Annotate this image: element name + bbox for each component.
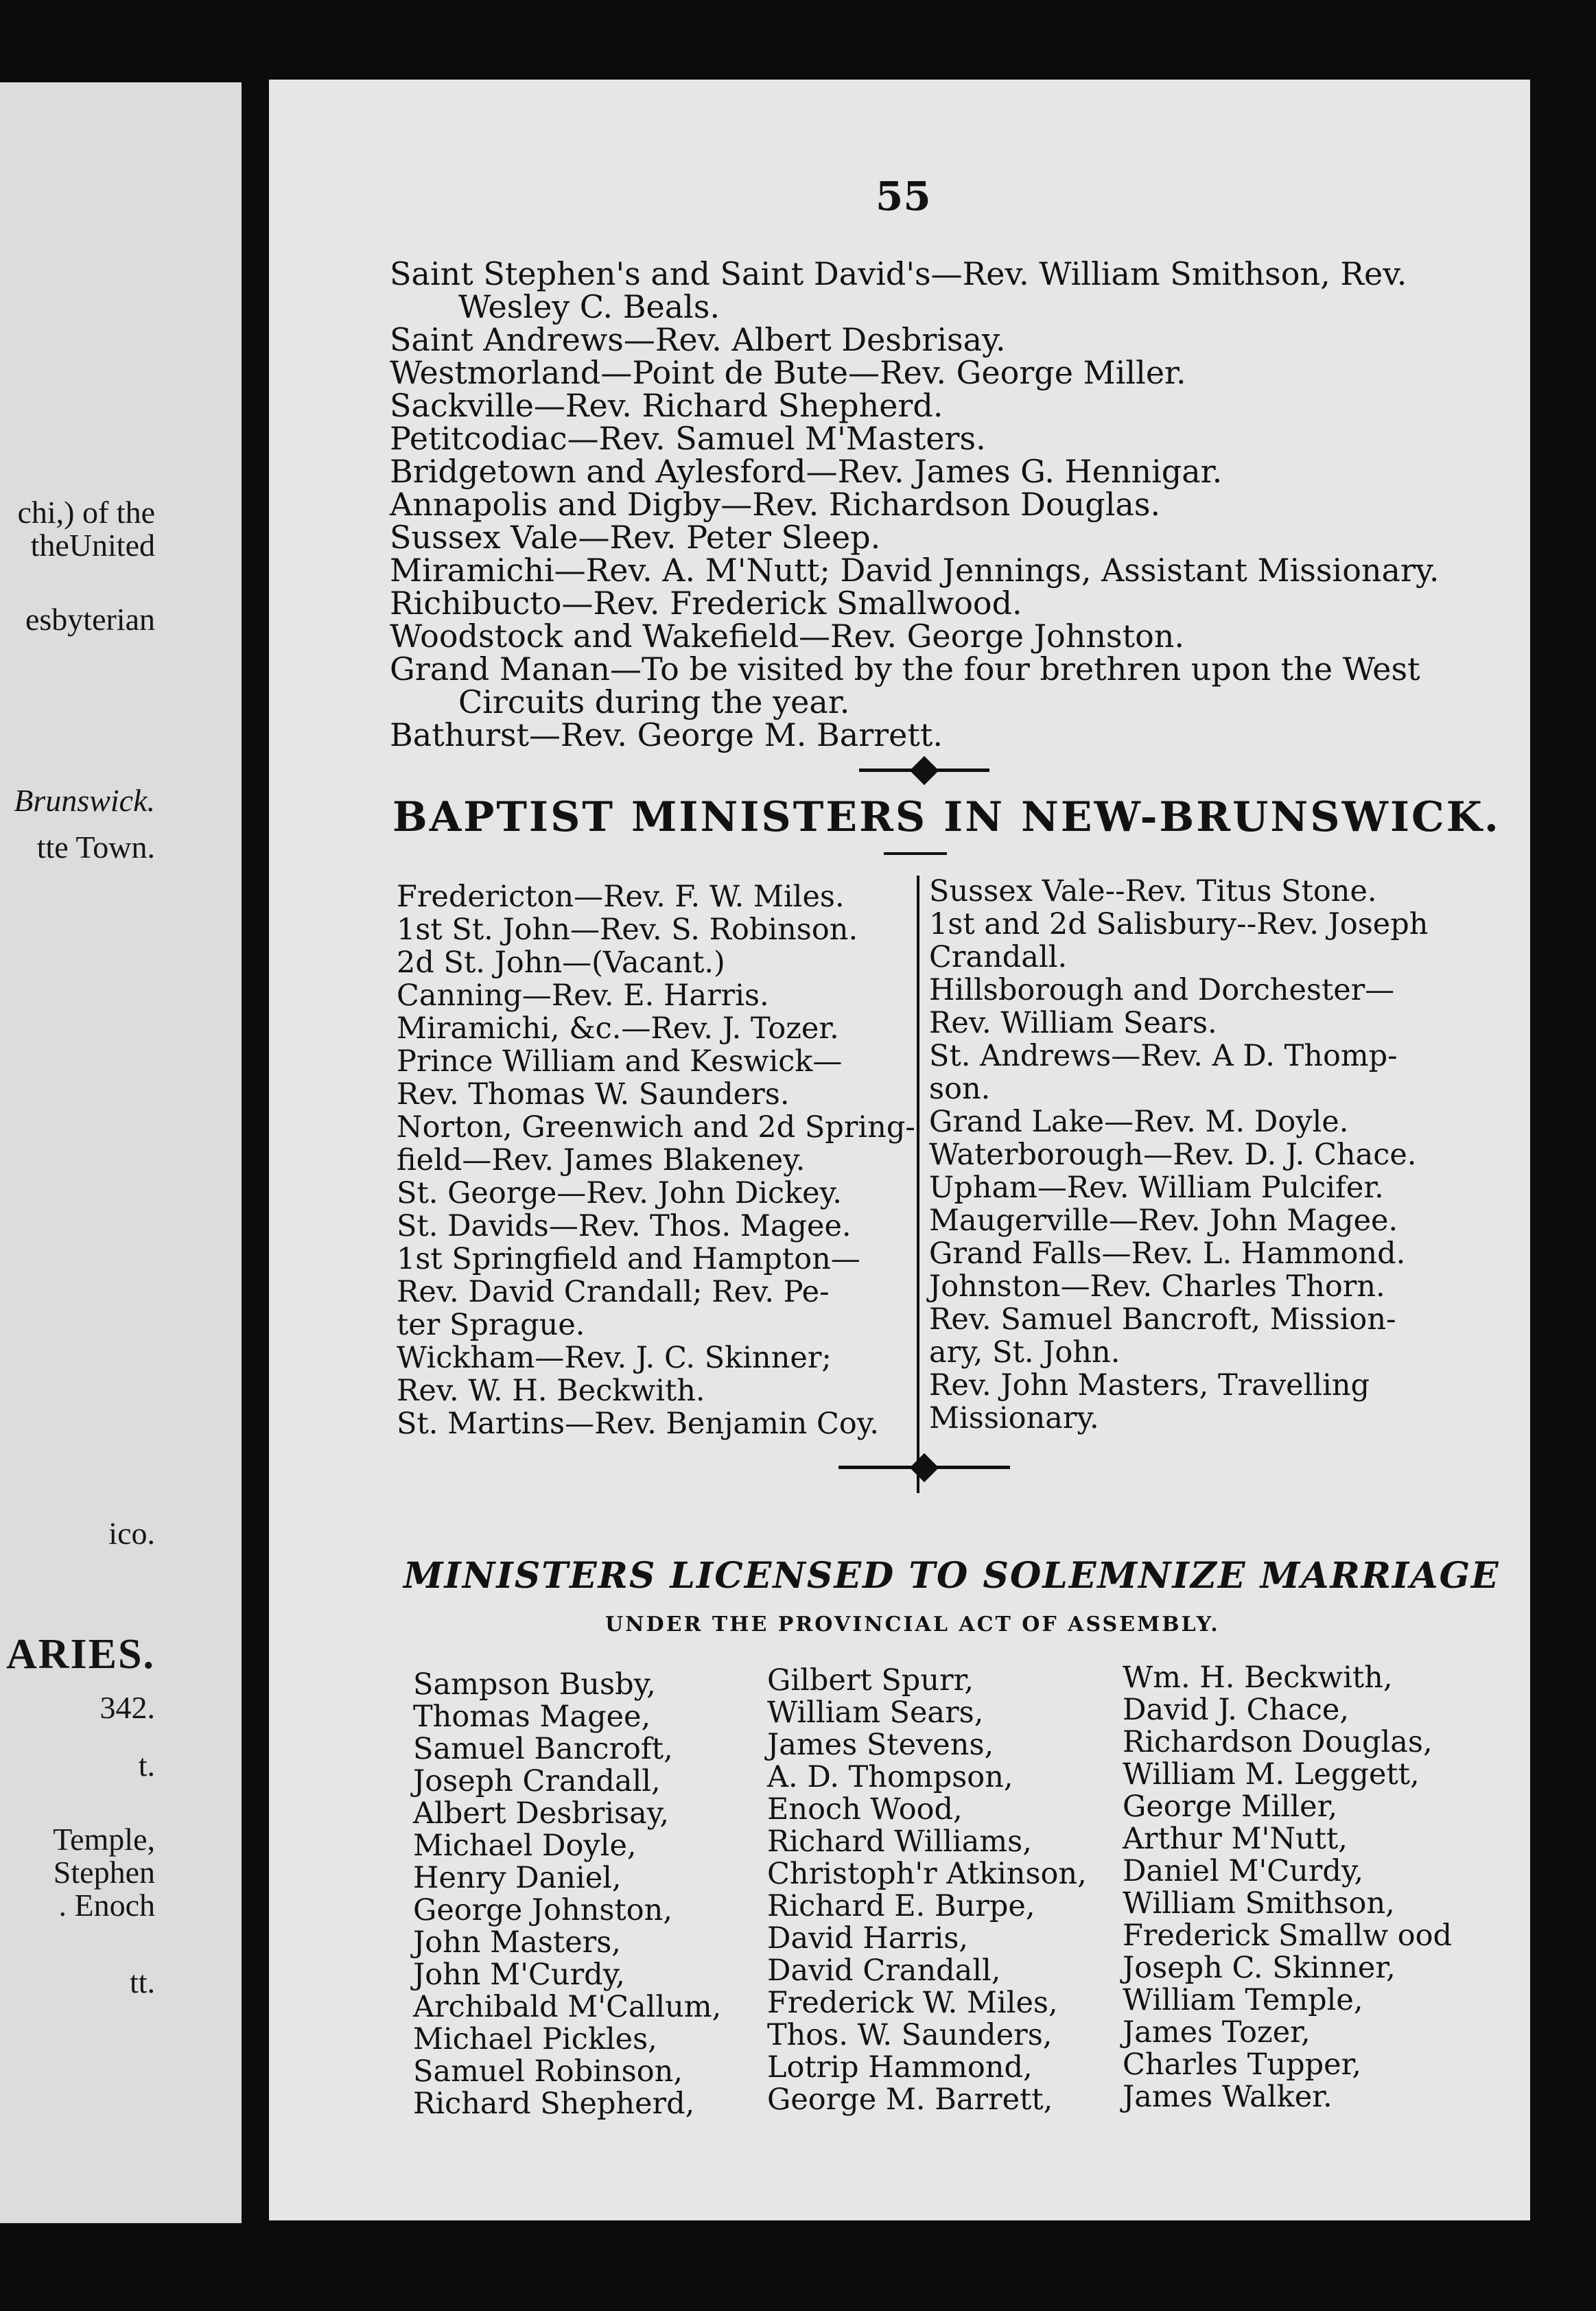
- marriage-name: Sampson Busby,: [413, 1667, 656, 1702]
- marriage-name: Arthur M'Nutt,: [1123, 1822, 1348, 1856]
- baptist-entry: Rev. Thomas W. Saunders.: [397, 1077, 790, 1112]
- marriage-name: James Stevens,: [767, 1728, 994, 1762]
- marriage-name: Gilbert Spurr,: [767, 1663, 974, 1698]
- baptist-entry: Canning—Rev. E. Harris.: [397, 978, 769, 1013]
- baptist-entry: ary, St. John.: [929, 1335, 1120, 1370]
- baptist-entry: St. Davids—Rev. Thos. Magee.: [397, 1209, 852, 1243]
- marriage-heading: MINISTERS LICENSED TO SOLEMNIZE MARRIAGE: [403, 1555, 1500, 1597]
- station-line: Sackville—Rev. Richard Shepherd.: [390, 387, 943, 424]
- marriage-name: David Harris,: [767, 1921, 969, 1956]
- marriage-subheading: UNDER THE PROVINCIAL ACT OF ASSEMBLY.: [605, 1612, 1220, 1637]
- marriage-name: Michael Pickles,: [413, 2022, 657, 2056]
- marriage-name: Frederick Smallw ood: [1123, 1919, 1453, 1953]
- baptist-entry: son.: [929, 1072, 991, 1106]
- marriage-name: George M. Barrett,: [767, 2083, 1053, 2117]
- marriage-name: William Smithson,: [1123, 1886, 1395, 1921]
- marriage-name: Richardson Douglas,: [1123, 1725, 1433, 1759]
- baptist-entry: Rev. David Crandall; Rev. Pe-: [397, 1275, 830, 1309]
- ornament-diamond: [910, 1453, 939, 1482]
- marriage-name: George Johnston,: [413, 1893, 672, 1927]
- baptist-entry: St. George—Rev. John Dickey.: [397, 1176, 842, 1210]
- ornament-diamond: [910, 756, 939, 785]
- page-number: 55: [876, 173, 931, 220]
- baptist-entry: 1st Springfield and Hampton—: [397, 1242, 860, 1276]
- marriage-name: Albert Desbrisay,: [413, 1796, 670, 1831]
- marriage-name: Frederick W. Miles,: [767, 1986, 1058, 2020]
- baptist-entry: Rev. William Sears.: [929, 1006, 1217, 1040]
- marriage-name: George Miller,: [1123, 1790, 1338, 1824]
- baptist-entry: Missionary.: [929, 1401, 1099, 1435]
- station-line: Woodstock and Wakefield—Rev. George Johnston.: [390, 618, 1185, 655]
- baptist-entry: Prince William and Keswick—: [397, 1044, 843, 1079]
- baptist-entry: Grand Lake—Rev. M. Doyle.: [929, 1105, 1349, 1139]
- left-fragment: tt.: [129, 1964, 155, 1999]
- marriage-name: Joseph Crandall,: [413, 1764, 661, 1798]
- baptist-entry: Maugerville—Rev. John Magee.: [929, 1204, 1398, 1238]
- left-fragment: Stephen: [53, 1855, 155, 1890]
- station-line: Sussex Vale—Rev. Peter Sleep.: [390, 519, 881, 556]
- station-line: Miramichi—Rev. A. M'Nutt; David Jennings, Assistant Missionary.: [390, 552, 1440, 589]
- marriage-name: James Tozer,: [1123, 2015, 1311, 2050]
- marriage-name: David J. Chace,: [1123, 1693, 1350, 1727]
- marriage-name: William Temple,: [1123, 1983, 1363, 2017]
- left-fragment: theUnited: [30, 528, 155, 563]
- marriage-name: A. D. Thompson,: [767, 1760, 1013, 1794]
- marriage-name: Daniel M'Curdy,: [1123, 1854, 1364, 1888]
- baptist-entry: field—Rev. James Blakeney.: [397, 1143, 806, 1177]
- marriage-name: William Sears,: [767, 1696, 984, 1730]
- marriage-name: Charles Tupper,: [1123, 2048, 1362, 2082]
- baptist-entry: Hillsborough and Dorchester—: [929, 973, 1395, 1007]
- station-line-cont: Circuits during the year.: [458, 683, 850, 720]
- left-fragment: Brunswick.: [14, 783, 155, 818]
- baptist-entry: St. Andrews—Rev. A D. Thomp-: [929, 1039, 1398, 1073]
- main-page: [269, 80, 1530, 2220]
- station-line: Annapolis and Digby—Rev. Richardson Douglas.: [390, 486, 1161, 523]
- baptist-entry: Upham—Rev. William Pulcifer.: [929, 1171, 1384, 1205]
- left-fragment: chi,) of the: [17, 495, 155, 530]
- station-line: Westmorland—Point de Bute—Rev. George Miller.: [390, 354, 1186, 391]
- baptist-entry: St. Martins—Rev. Benjamin Coy.: [397, 1407, 880, 1441]
- marriage-name: Samuel Bancroft,: [413, 1732, 673, 1766]
- marriage-name: Wm. H. Beckwith,: [1123, 1661, 1393, 1695]
- baptist-entry: Rev. W. H. Beckwith.: [397, 1374, 705, 1408]
- baptist-entry: Norton, Greenwich and 2d Spring-: [397, 1110, 915, 1145]
- station-line: Bridgetown and Aylesford—Rev. James G. Hennigar.: [390, 453, 1223, 490]
- left-fragment: 342.: [99, 1690, 155, 1725]
- station-line: Petitcodiac—Rev. Samuel M'Masters.: [390, 420, 986, 457]
- left-fragment: . Enoch: [58, 1888, 155, 1923]
- left-fragment: esbyterian: [25, 602, 155, 637]
- left-fragment: t.: [138, 1748, 155, 1783]
- baptist-entry: 1st and 2d Salisbury--Rev. Joseph: [929, 907, 1429, 941]
- column-divider: [917, 876, 919, 1493]
- baptist-entry: Rev. John Masters, Travelling: [929, 1368, 1370, 1403]
- marriage-name: Thomas Magee,: [413, 1700, 651, 1734]
- station-line: Grand Manan—To be visited by the four brethren upon the West: [390, 650, 1420, 688]
- baptist-entry: Rev. Samuel Bancroft, Mission-: [929, 1302, 1396, 1337]
- marriage-name: Thos. W. Saunders,: [767, 2018, 1053, 2052]
- baptist-entry: Sussex Vale--Rev. Titus Stone.: [929, 874, 1377, 908]
- baptist-entry: Grand Falls—Rev. L. Hammond.: [929, 1236, 1406, 1271]
- left-facing-page: [0, 82, 242, 2223]
- station-line: Richibucto—Rev. Frederick Smallwood.: [390, 585, 1022, 622]
- marriage-name: Joseph C. Skinner,: [1123, 1951, 1396, 1985]
- marriage-name: Richard Williams,: [767, 1825, 1032, 1859]
- station-line: Saint Andrews—Rev. Albert Desbrisay.: [390, 321, 1006, 358]
- marriage-name: William M. Leggett,: [1123, 1757, 1420, 1792]
- marriage-name: John Masters,: [413, 1925, 621, 1960]
- baptist-entry: 1st St. John—Rev. S. Robinson.: [397, 913, 858, 947]
- baptist-entry: Waterborough—Rev. D. J. Chace.: [929, 1138, 1417, 1172]
- marriage-name: John M'Curdy,: [413, 1958, 625, 1992]
- baptist-entry: 2d St. John—(Vacant.): [397, 946, 725, 980]
- left-fragment: ARIES.: [5, 1631, 155, 1678]
- station-line-cont: Wesley C. Beals.: [458, 288, 720, 325]
- marriage-name: Lotrip Hammond,: [767, 2050, 1033, 2085]
- station-line: Bathurst—Rev. George M. Barrett.: [390, 716, 943, 753]
- marriage-name: Archibald M'Callum,: [413, 1990, 722, 2024]
- marriage-name: James Walker.: [1123, 2080, 1333, 2114]
- marriage-name: Richard E. Burpe,: [767, 1889, 1035, 1923]
- left-fragment: Temple,: [53, 1822, 155, 1857]
- baptist-heading: BAPTIST MINISTERS IN NEW-BRUNSWICK.: [392, 793, 1501, 841]
- marriage-name: Samuel Robinson,: [413, 2054, 683, 2089]
- marriage-name: Michael Doyle,: [413, 1829, 637, 1863]
- marriage-name: David Crandall,: [767, 1954, 1001, 1988]
- station-line: Saint Stephen's and Saint David's—Rev. William Smithson, Rev.: [390, 255, 1407, 292]
- baptist-entry: Wickham—Rev. J. C. Skinner;: [397, 1341, 832, 1375]
- marriage-name: Enoch Wood,: [767, 1792, 963, 1827]
- baptist-entry: Miramichi, &c.—Rev. J. Tozer.: [397, 1011, 839, 1046]
- marriage-name: Richard Shepherd,: [413, 2087, 695, 2121]
- marriage-name: Henry Daniel,: [413, 1861, 622, 1895]
- baptist-entry: Fredericton—Rev. F. W. Miles.: [397, 880, 845, 914]
- marriage-name: Christoph'r Atkinson,: [767, 1857, 1087, 1891]
- left-fragment: ico.: [108, 1516, 155, 1551]
- baptist-entry: ter Sprague.: [397, 1308, 585, 1342]
- heading-underline: [884, 852, 947, 855]
- baptist-entry: Crandall.: [929, 940, 1068, 974]
- baptist-entry: Johnston—Rev. Charles Thorn.: [929, 1269, 1385, 1304]
- left-fragment: tte Town.: [36, 830, 155, 865]
